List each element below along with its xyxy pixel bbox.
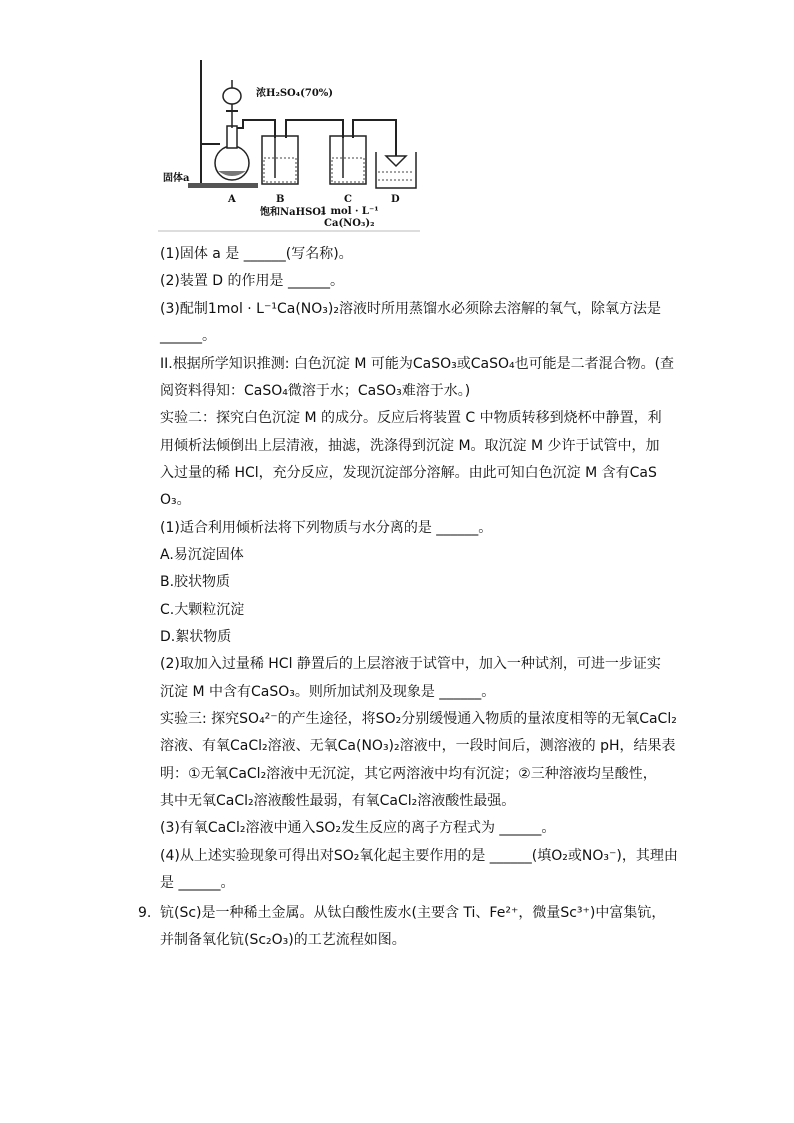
question-line: O₃。 [160, 492, 191, 508]
bottle-c [330, 136, 366, 184]
option-d: D.絮状物质 [160, 629, 232, 645]
label-c-concentration: 1 mol · L⁻¹ [320, 206, 379, 217]
option-a: A.易沉淀固体 [160, 547, 244, 563]
bottle-b [262, 136, 298, 184]
question-line: 沉淀 M 中含有CaSO₃。则所加试剂及现象是 ______。 [160, 684, 496, 700]
question-line: (2)取加入过量稀 HCl 静置后的上层溶液于试管中，加入一种试剂，可进一步证实 [160, 656, 661, 672]
question-line: II.根据所学知识推测: 白色沉淀 M 可能为CaSO₃或CaSO₄也可能是二者混合物。(查 [160, 356, 675, 372]
question-line: ______。 [160, 328, 216, 344]
question-line: 入过量的稀 HCl，充分反应，发现沉淀部分溶解。由此可知白色沉淀 M 含有CaS [160, 465, 657, 481]
apparatus-figure [158, 56, 420, 234]
question-line: (4)从上述实验现象可得出对SO₂氧化起主要作用的是 ______(填O₂或NO₃⁻)，其理由 [160, 848, 678, 864]
question-line: (2)装置 D 的作用是 ______。 [160, 273, 344, 289]
label-a: A [228, 194, 236, 205]
question-number-9: 9. [138, 905, 152, 921]
question-line: 是 ______。 [160, 875, 235, 891]
tube-c-d [353, 120, 396, 156]
question-line: (1)适合利用倾析法将下列物质与水分离的是 ______。 [160, 520, 493, 536]
option-b: B.胶状物质 [160, 574, 231, 590]
label-d: D [391, 194, 400, 205]
question-line: 实验二：探究白色沉淀 M 的成分。反应后将装置 C 中物质转移到烧杯中静置，利 [160, 410, 662, 426]
question-line: 用倾析法倾倒出上层清液，抽滤，洗涤得到沉淀 M。取沉淀 M 少许于试管中，加 [160, 438, 660, 454]
label-b: B [276, 194, 285, 205]
label-c-solution: Ca(NO₃)₂ [324, 218, 375, 229]
question-line: (3)配制1mol · L⁻¹Ca(NO₃)₂溶液时所用蒸馏水必须除去溶解的氧气，除氧方法是 [160, 301, 661, 317]
label-b-solution: 饱和NaHSO₃ [260, 207, 326, 218]
label-c: C [344, 194, 352, 205]
stand-base [188, 183, 258, 188]
question-line: (1)固体 a 是 ______(写名称)。 [160, 246, 353, 262]
question-line: 阅资料得知：CaSO₄微溶于水；CaSO₃难溶于水。) [160, 383, 471, 399]
beaker-d [376, 152, 416, 188]
question-line: (3)有氧CaCl₂溶液中通入SO₂发生反应的离子方程式为 ______。 [160, 820, 556, 836]
question-9-line-1: 钪(Sc)是一种稀土金属。从钛白酸性废水(主要含 Ti、Fe²⁺，微量Sc³⁺)中富集钪， [160, 905, 666, 921]
question-line: 溶液、有氧CaCl₂溶液、无氧Ca(NO₃)₂溶液中，一段时间后，测溶液的 pH，结果表 [160, 738, 676, 754]
dropping-funnel [223, 88, 241, 104]
solid-a-label: 固体a [163, 173, 190, 184]
question-9-line-2: 并制备氧化钪(Sc₂O₃)的工艺流程如图。 [160, 932, 406, 948]
question-line: 实验三: 探究SO₄²⁻的产生途径，将SO₂分别缓慢通入物质的量浓度相等的无氧CaCl₂ [160, 711, 677, 727]
question-line: 明：①无氧CaCl₂溶液中无沉淀，其它两溶液中均有沉淀；②三种溶液均呈酸性， [160, 766, 657, 782]
question-line: 其中无氧CaCl₂溶液酸性最弱，有氧CaCl₂溶液酸性最强。 [160, 793, 516, 809]
acid-label: 浓H₂SO₄(70%) [256, 88, 334, 99]
option-c: C.大颗粒沉淀 [160, 602, 245, 618]
solid-a-contents [218, 171, 246, 176]
inverted-funnel [386, 156, 406, 166]
